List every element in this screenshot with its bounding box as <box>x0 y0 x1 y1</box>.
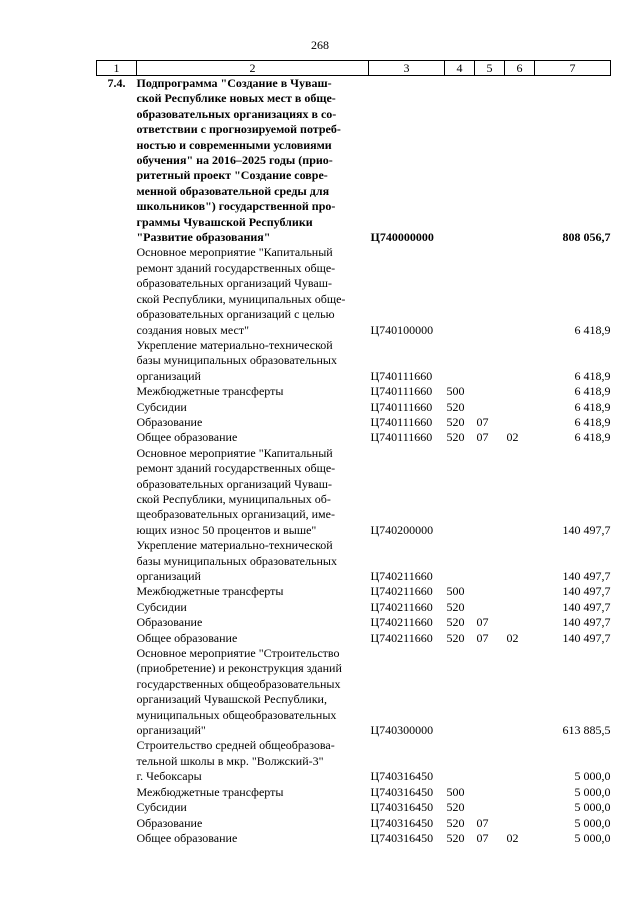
row-amount: 140 497,7 <box>562 522 611 537</box>
row-expense-type: 520 <box>446 414 465 429</box>
table-body <box>97 76 611 847</box>
row-subsection <box>505 415 535 430</box>
row-number <box>97 415 137 430</box>
row-subsection <box>505 800 535 815</box>
row-section: 07 <box>476 815 489 830</box>
row-number <box>97 584 137 599</box>
row-amount: 140 497,7 <box>562 630 611 645</box>
row-name: Строительство средней общеобразова- тельной школы в мкр. "Волжский-3" г. Чебоксары <box>136 738 335 784</box>
row-expense-type: 520 <box>446 430 465 445</box>
table-row <box>97 430 611 445</box>
row-section: 07 <box>476 830 489 845</box>
row-section <box>475 446 505 538</box>
row-subsection <box>505 338 535 384</box>
row-number <box>97 600 137 615</box>
row-subsection <box>505 646 535 738</box>
row-expense-type: 520 <box>446 815 465 830</box>
row-number <box>97 631 137 646</box>
row-section <box>475 245 505 337</box>
row-name: Образование <box>136 615 203 630</box>
row-number <box>97 816 137 831</box>
row-section: 07 <box>476 430 489 445</box>
row-code: Ц740316450 <box>370 784 434 799</box>
row-subsection <box>505 400 535 415</box>
row-name: Межбюджетные трансферты <box>136 584 284 599</box>
row-number <box>97 785 137 800</box>
row-section <box>475 384 505 399</box>
row-expense-type <box>445 76 475 246</box>
row-subsection: 02 <box>506 430 519 445</box>
row-section: 07 <box>476 615 489 630</box>
row-section: 07 <box>476 414 489 429</box>
row-code: Ц740211660 <box>370 599 433 614</box>
row-subsection <box>505 538 535 584</box>
row-expense-type: 520 <box>446 630 465 645</box>
row-name: Общее образование <box>136 830 238 845</box>
table-row <box>97 338 611 384</box>
row-amount: 5 000,0 <box>574 769 611 784</box>
table-row <box>97 538 611 584</box>
row-section <box>475 338 505 384</box>
row-subsection <box>505 738 535 784</box>
row-amount: 6 418,9 <box>574 368 611 383</box>
header-cell-5: 5 <box>475 61 505 76</box>
row-number: 7.4. <box>107 76 126 90</box>
row-section <box>475 800 505 815</box>
row-code: Ц740211660 <box>370 569 433 583</box>
row-subsection <box>505 816 535 831</box>
table-row <box>97 400 611 415</box>
row-code: Ц740111660 <box>370 368 433 383</box>
row-name: Образование <box>136 414 203 429</box>
row-code: Ц740111660 <box>370 430 433 445</box>
header-cell-4: 4 <box>445 61 475 76</box>
table-row <box>97 631 611 646</box>
row-section <box>475 584 505 599</box>
page-number: 268 <box>311 38 329 52</box>
table-row <box>97 446 611 538</box>
row-amount: 6 418,9 <box>574 399 611 414</box>
row-amount: 6 418,9 <box>574 414 611 429</box>
row-code: Ц740316450 <box>370 800 434 815</box>
row-expense-type <box>445 738 475 784</box>
row-subsection <box>505 245 535 337</box>
row-section <box>475 538 505 584</box>
row-section <box>475 738 505 784</box>
row-amount: 140 497,7 <box>562 615 611 630</box>
row-expense-type: 500 <box>446 784 465 799</box>
row-number <box>97 400 137 415</box>
table-row <box>97 584 611 599</box>
row-subsection: 02 <box>506 830 519 845</box>
budget-table <box>96 60 611 846</box>
row-code: Ц740316450 <box>370 830 434 845</box>
table-row <box>97 646 611 738</box>
row-amount: 140 497,7 <box>562 569 611 583</box>
header-cell-3: 3 <box>369 61 445 76</box>
row-subsection <box>505 615 535 630</box>
row-expense-type: 500 <box>446 584 465 599</box>
row-subsection <box>505 446 535 538</box>
table-row <box>97 831 611 846</box>
row-code: Ц740100000 <box>370 322 434 337</box>
row-amount: 5 000,0 <box>574 830 611 845</box>
row-amount: 808 056,7 <box>562 230 611 245</box>
table-row <box>97 245 611 337</box>
header-cell-2: 2 <box>137 61 369 76</box>
row-name: Субсидии <box>136 599 187 614</box>
row-name: Субсидии <box>136 800 187 815</box>
row-name: Основное мероприятие "Строительство (приобретение) и реконструкция зданий государственных общеобразовательных организаций Чувашской Республики, муниципальных общеобразовательных организаций" <box>136 646 342 738</box>
row-amount: 6 418,9 <box>574 384 611 399</box>
row-subsection <box>505 76 535 246</box>
row-section: 07 <box>476 630 489 645</box>
row-expense-type: 520 <box>446 599 465 614</box>
row-number <box>97 245 137 337</box>
row-code: Ц740316450 <box>370 815 434 830</box>
row-number <box>97 800 137 815</box>
row-code: Ц740211660 <box>370 584 433 599</box>
row-section <box>475 400 505 415</box>
row-name: Общее образование <box>136 430 238 445</box>
table-row <box>97 415 611 430</box>
row-name: Субсидии <box>136 399 187 414</box>
row-number <box>97 384 137 399</box>
row-code: Ц740200000 <box>370 522 434 537</box>
table-row <box>97 600 611 615</box>
row-expense-type: 520 <box>446 800 465 815</box>
row-expense-type <box>445 538 475 584</box>
row-code: Ц740316450 <box>370 769 434 784</box>
row-number <box>97 831 137 846</box>
row-section <box>475 76 505 246</box>
row-name: Основное мероприятие "Капитальный ремонт зданий государственных обще- образовательных организаций Чуваш- ской Республики, муниципальных об- щеобразовательных организаций, име- ющих износ 50 процентов и выше" <box>136 445 336 537</box>
row-amount: 140 497,7 <box>562 599 611 614</box>
table-row <box>97 800 611 815</box>
row-name: Образование <box>136 815 203 830</box>
table-header <box>97 61 611 76</box>
table-row <box>97 785 611 800</box>
row-code: Ц740111660 <box>370 384 433 399</box>
row-section <box>475 600 505 615</box>
row-amount: 6 418,9 <box>574 430 611 445</box>
row-amount: 5 000,0 <box>574 784 611 799</box>
row-subsection <box>505 384 535 399</box>
row-subsection: 02 <box>506 630 519 645</box>
row-number <box>97 338 137 384</box>
header-cell-7: 7 <box>535 61 611 76</box>
row-code: Ц740000000 <box>370 230 434 245</box>
row-name: Основное мероприятие "Капитальный ремонт зданий государственных обще- образовательных организаций Чуваш- ской Республики, муниципальных обще- образовательных организаций с целью создания новых мест" <box>136 245 346 337</box>
row-amount: 5 000,0 <box>574 815 611 830</box>
row-expense-type <box>445 245 475 337</box>
row-expense-type: 520 <box>446 615 465 630</box>
row-section <box>475 785 505 800</box>
header-cell-6: 6 <box>505 61 535 76</box>
row-number <box>97 738 137 784</box>
header-row <box>97 61 611 76</box>
row-code: Ц740111660 <box>370 399 433 414</box>
row-name: Подпрограмма "Создание в Чуваш- ской Республике новых мест в обще- образовательных организациях в со- ответствии с прогнозируемой потреб- ностью и современными условиями обучения" на 2016–2025 годы (прио- ритетный проект "Создание совре- менной образовательной среды для школьников") государственной про- граммы Чувашской Республики "Развитие образования" <box>136 76 341 245</box>
table-row <box>97 615 611 630</box>
row-expense-type <box>445 446 475 538</box>
row-subsection <box>505 785 535 800</box>
row-name: Межбюджетные трансферты <box>136 384 284 399</box>
row-subsection <box>505 600 535 615</box>
row-name: Межбюджетные трансферты <box>136 784 284 799</box>
row-expense-type <box>445 646 475 738</box>
row-code: Ц740211660 <box>370 615 433 630</box>
row-name: Укрепление материально-технической базы муниципальных образовательных организаций <box>136 337 337 383</box>
row-number <box>97 430 137 445</box>
row-amount: 5 000,0 <box>574 800 611 815</box>
row-subsection <box>505 584 535 599</box>
row-number <box>97 446 137 538</box>
row-code: Ц740111660 <box>370 414 433 429</box>
row-section <box>475 646 505 738</box>
table-row <box>97 76 611 246</box>
row-amount: 613 885,5 <box>562 723 611 738</box>
table-row <box>97 816 611 831</box>
row-amount: 140 497,7 <box>562 584 611 599</box>
row-expense-type: 520 <box>446 830 465 845</box>
row-expense-type: 500 <box>446 384 465 399</box>
row-name: Общее образование <box>136 630 238 645</box>
row-amount: 6 418,9 <box>574 322 611 337</box>
row-code: Ц740211660 <box>370 630 433 645</box>
row-expense-type: 520 <box>446 399 465 414</box>
row-number <box>97 538 137 584</box>
table-row <box>97 384 611 399</box>
row-expense-type <box>445 338 475 384</box>
row-name: Укрепление материально-технической базы муниципальных образовательных организаций <box>136 538 337 583</box>
row-code: Ц740300000 <box>370 723 434 738</box>
table-row <box>97 738 611 784</box>
row-number <box>97 615 137 630</box>
row-number <box>97 646 137 738</box>
header-cell-1: 1 <box>97 61 137 76</box>
